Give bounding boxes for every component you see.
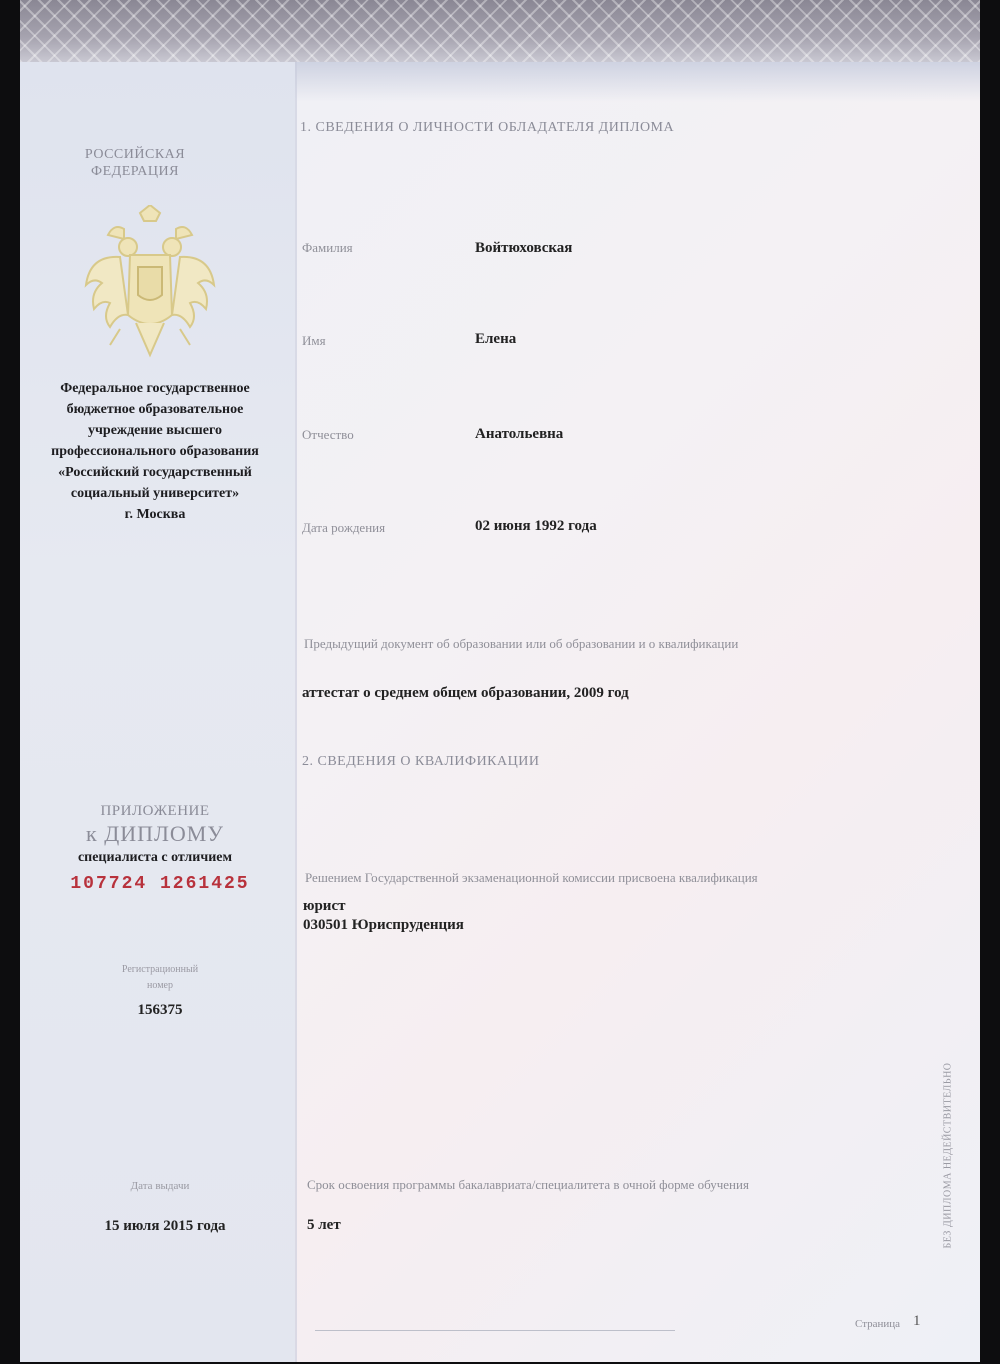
registration-label-line-1: Регистрационный — [121, 964, 199, 975]
university-line: «Российский государственный — [58, 465, 252, 480]
serial-number: 107724 1261425 — [70, 874, 250, 894]
qualification-label: Решением Государственной экзаменационной комиссии присвоена квалификация — [305, 870, 758, 885]
annex-title: ПРИЛОЖЕНИЕ — [100, 803, 210, 819]
patronymic-value: Анатольевна — [475, 426, 564, 442]
registration-number: 156375 — [137, 1002, 183, 1018]
birth-date-value: 02 июня 1992 года — [475, 518, 597, 534]
country-name — [55, 146, 215, 180]
university-line: профессионального образования — [51, 444, 259, 459]
page-label: Страница — [855, 1318, 901, 1330]
previous-document-value: аттестат о среднем общем образовании, 2009 год — [302, 685, 629, 701]
birth-date-label: Дата рождения — [302, 520, 386, 535]
university-city: г. Москва — [124, 507, 186, 522]
registration-label — [90, 962, 230, 994]
previous-document-label: Предыдущий документ об образовании или об образовании и о квалификации — [304, 636, 739, 651]
university-line: учреждение высшего — [88, 423, 222, 438]
duration-value: 5 лет — [307, 1217, 341, 1233]
patronymic-label: Отчество — [302, 427, 354, 442]
qualification-value: юрист — [303, 898, 346, 914]
column-divider — [295, 62, 297, 1362]
registration-label-line-2: номер — [147, 980, 173, 991]
name-label: Имя — [302, 333, 326, 348]
university-line: бюджетное образовательное — [66, 402, 244, 417]
section-1-heading: 1. СВЕДЕНИЯ О ЛИЧНОСТИ ОБЛАДАТЕЛЯ ДИПЛОМА — [300, 120, 675, 135]
bottom-rule — [315, 1330, 675, 1331]
decorative-top-band — [20, 0, 980, 62]
surname-label: Фамилия — [302, 240, 353, 255]
issue-date: 15 июля 2015 года — [104, 1218, 226, 1234]
russian-coat-of-arms-icon — [80, 205, 220, 360]
specialty-value: 030501 Юриспруденция — [303, 917, 464, 933]
university-line: социальный университет» — [70, 486, 240, 501]
university-name — [20, 378, 290, 525]
university-line: Федеральное государственное — [60, 381, 250, 396]
section-2-heading: 2. СВЕДЕНИЯ О КВАЛИФИКАЦИИ — [302, 754, 540, 769]
duration-label: Срок освоения программы бакалавриата/специалитета в очной форме обучения — [307, 1177, 749, 1192]
annex-subtitle: к ДИПЛОМУ — [86, 821, 224, 846]
name-value: Елена — [475, 331, 517, 347]
page-number: 1 — [913, 1313, 921, 1329]
annex-type: специалиста с отличием — [77, 850, 233, 865]
surname-value: Войтюховская — [475, 240, 573, 256]
country-line-2: ФЕДЕРАЦИЯ — [91, 164, 179, 179]
validity-note: БЕЗ ДИПЛОМА НЕДЕЙСТВИТЕЛЬНО — [942, 1062, 954, 1249]
issue-date-label: Дата выдачи — [130, 1180, 190, 1192]
country-line-1: РОССИЙСКАЯ — [84, 147, 186, 162]
